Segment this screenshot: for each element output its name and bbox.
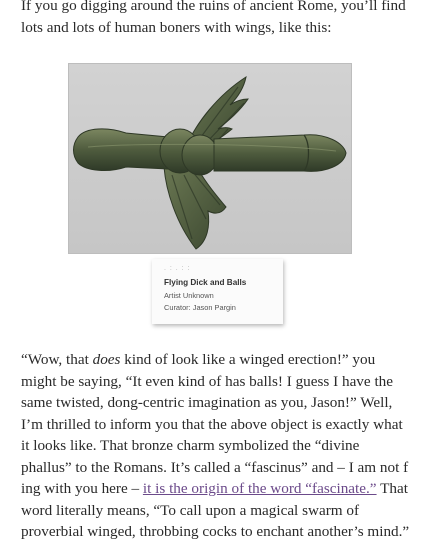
museum-placard <box>152 259 283 324</box>
body-text-part1: “Wow, that <box>21 351 93 368</box>
body-text-part3: That word literally means, “To call upon a magical swarm of proverbial winged, throbbing cocks to enchant another’s mind.” <box>21 480 410 540</box>
body-text-emphasis: does <box>92 351 121 368</box>
artifact-photo <box>68 63 352 254</box>
placard-artist: Artist Unknown <box>164 291 214 300</box>
placard-curator: Curator: Jason Pargin <box>164 303 236 312</box>
fascinate-origin-link[interactable]: it is the origin of the word “fascinate.” <box>142 480 377 497</box>
placard-braille: . : . : : <box>164 265 191 272</box>
body-text-part2: kind of look like a winged erection!” you might be saying, “It even kind of has balls! I guess I have the same twisted, dong-centric imagination as you, Jason!” Well, I’m thrilled to inform you that the above object is exactly what it looks like. That bronze charm symbolized the “divine phallus” to the Romans. It’s called a “fascinus” and – I am not f ing with you here – <box>21 351 409 497</box>
intro-paragraph: If you go digging around the ruins of ancient Rome, you’ll find lots and lots of human boners with wings, like this: <box>21 0 406 36</box>
bronze-charm-image <box>68 63 352 254</box>
placard-title: Flying Dick and Balls <box>164 278 247 287</box>
body-paragraph <box>21 349 413 543</box>
